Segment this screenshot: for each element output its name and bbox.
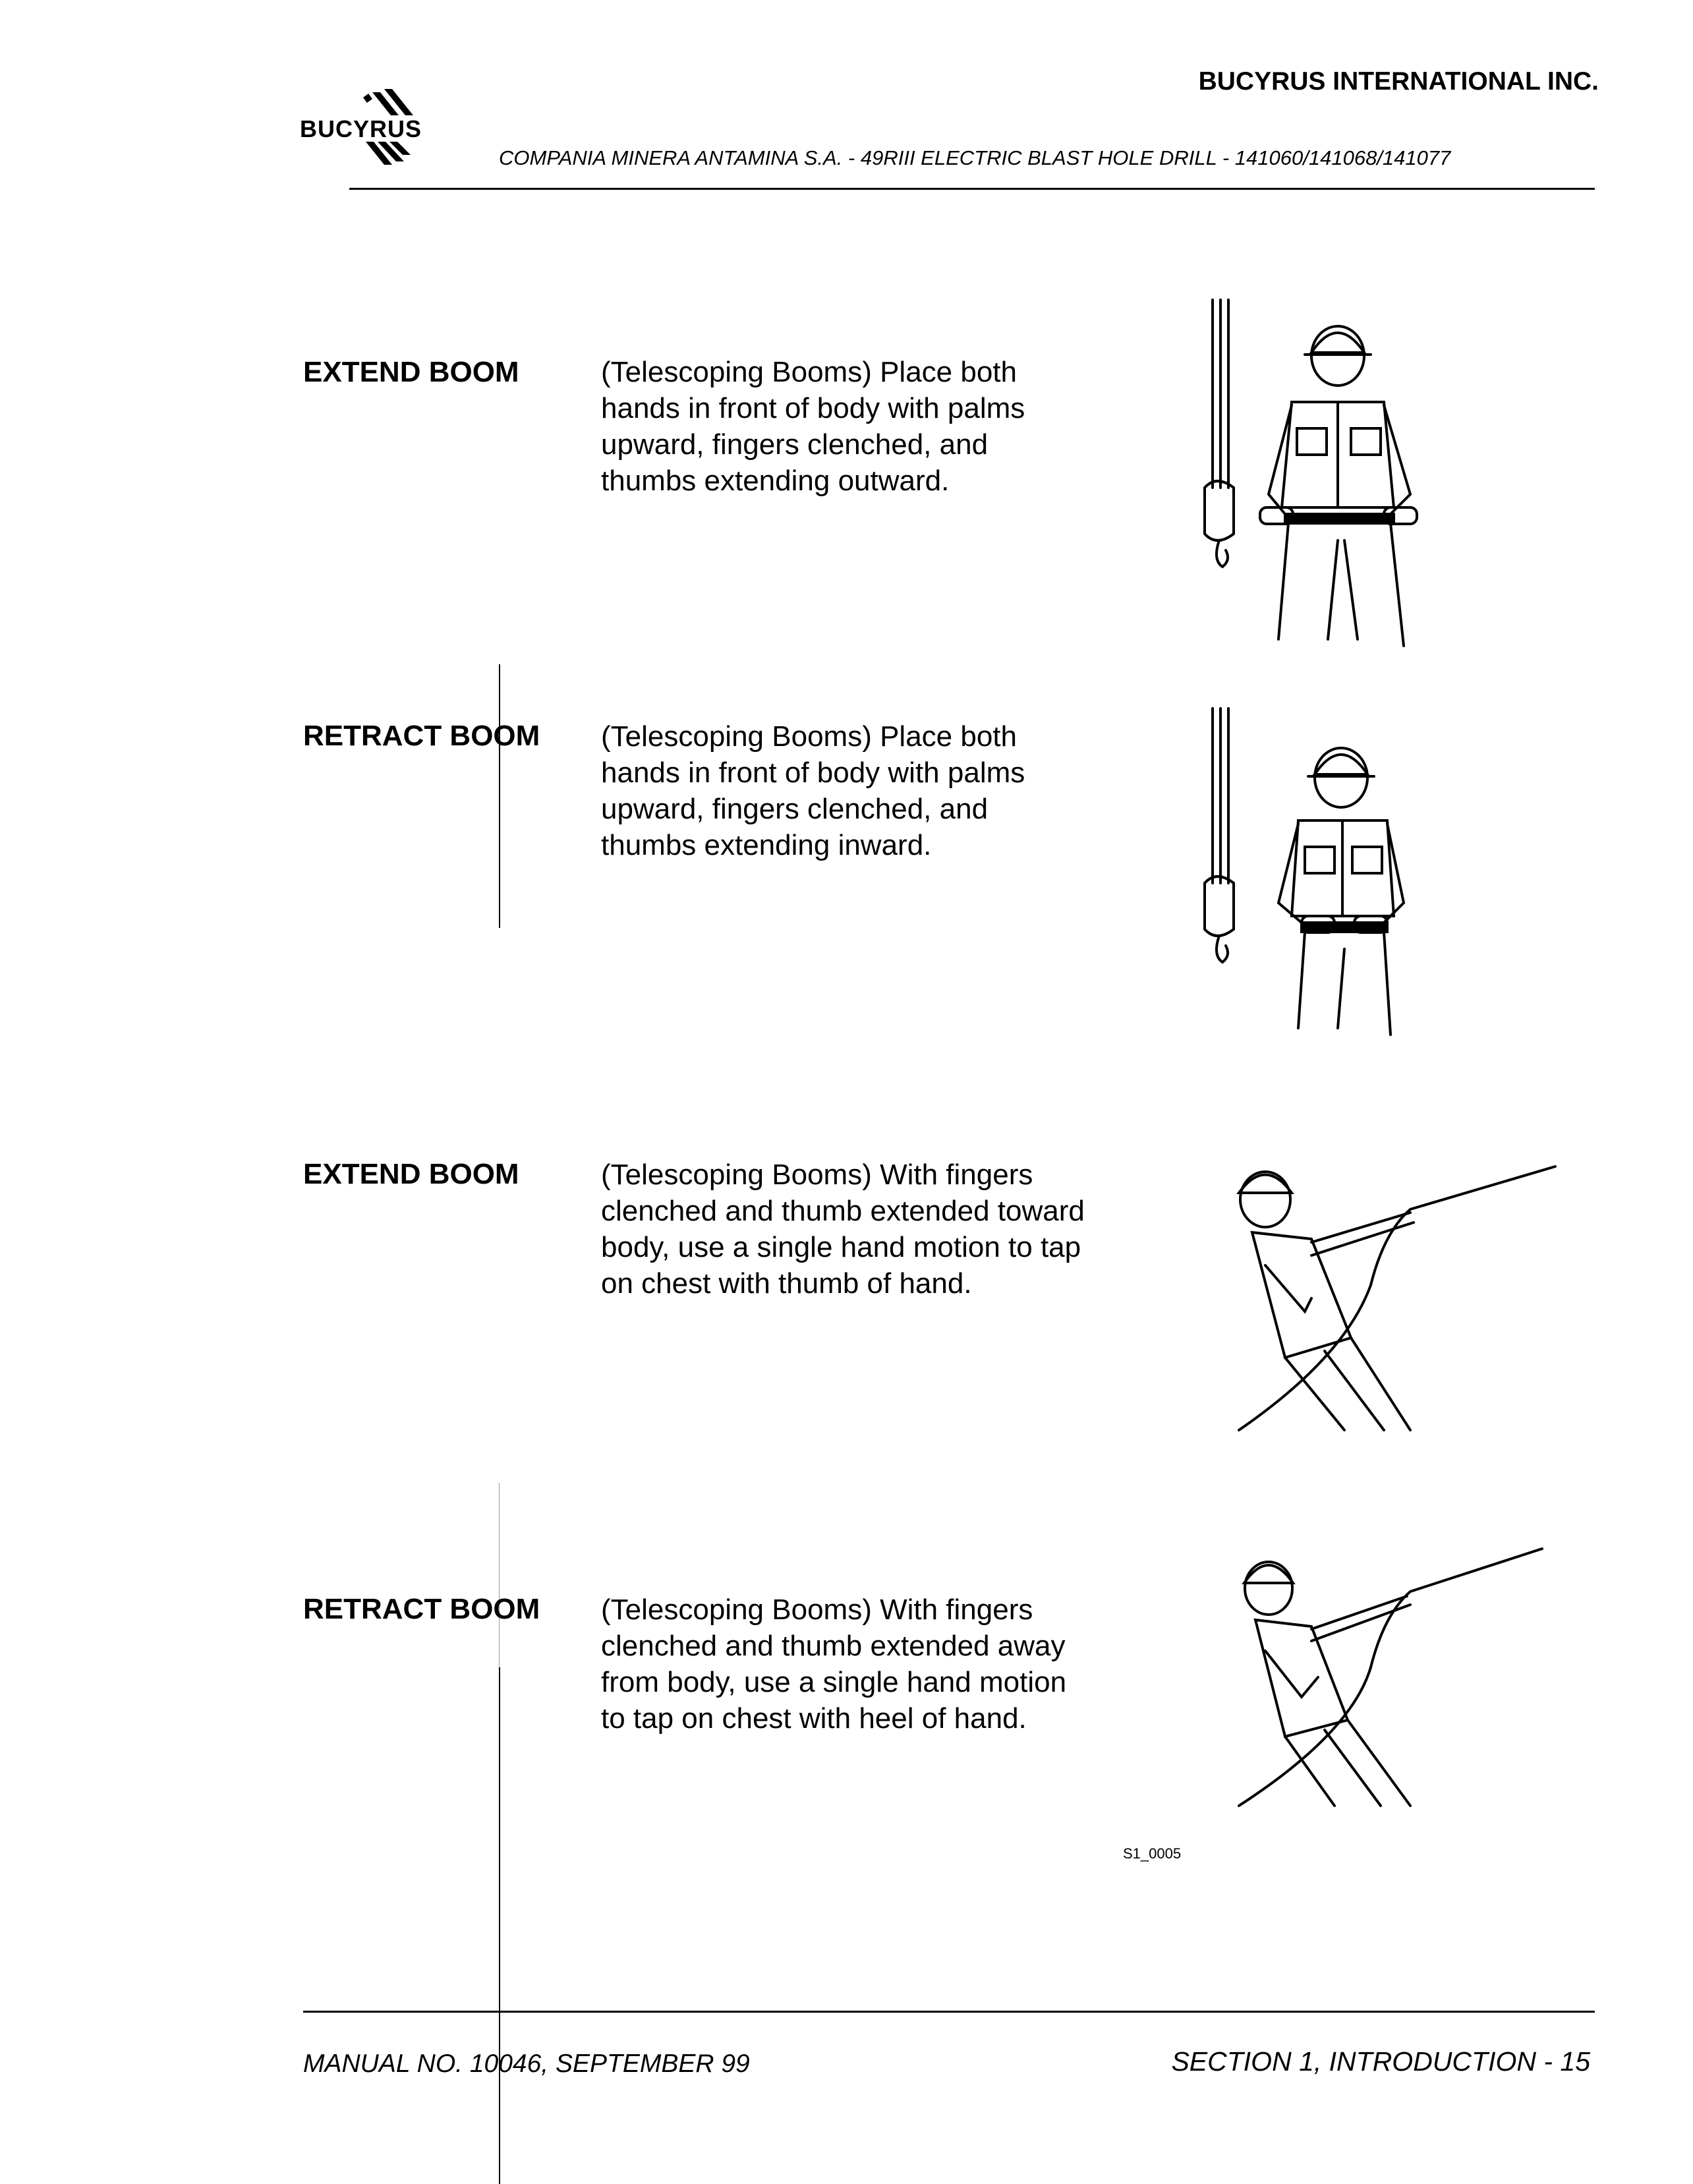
document-subtitle: COMPANIA MINERA ANTAMINA S.A. - 49RIII ELECTRIC BLAST HOLE DRILL - 141060/141068/141077 (499, 146, 1451, 169)
signal-description: (Telescoping Booms) With fingers clenched and thumb extended toward body, use a single hand motion to tap on chest with thumb of hand. (601, 1159, 1085, 1300)
scan-line (499, 664, 500, 928)
worker-illustration-3 (1213, 1140, 1562, 1443)
signal-description: (Telescoping Booms) With fingers clenched and thumb extended away from body, use a single hand motion to tap on chest with heel of hand. (601, 1594, 1067, 1735)
signal-title: EXTEND BOOM (303, 1158, 519, 1190)
scan-line (499, 1483, 500, 1667)
signal-title: EXTEND BOOM (303, 356, 519, 388)
worker-illustration-1 (1186, 297, 1437, 652)
worker-illustration-4 (1219, 1536, 1549, 1812)
footer-rule (303, 2011, 1595, 2013)
header-rule (349, 188, 1595, 190)
worker-illustration-2 (1186, 705, 1437, 1041)
figure-code: S1_0005 (1123, 1845, 1182, 1862)
section-page: SECTION 1, INTRODUCTION - 15 (1171, 2046, 1590, 2077)
signal-title: RETRACT BOOM (303, 1593, 540, 1625)
logo-text: BUCYRUS (300, 115, 422, 142)
signal-description: (Telescoping Booms) Place both hands in front of body with palms upward, fingers clenched, and thumbs extending inward. (601, 720, 1025, 861)
bucyrus-logo (300, 79, 458, 175)
signal-title: RETRACT BOOM (303, 720, 540, 752)
scan-line (499, 1667, 500, 2184)
signal-description: (Telescoping Booms) Place both hands in front of body with palms upward, fingers clenched, and thumbs extending outward. (601, 356, 1025, 497)
manual-number: MANUAL NO. 10046, SEPTEMBER 99 (303, 2050, 750, 2078)
company-name: BUCYRUS INTERNATIONAL INC. (1198, 67, 1599, 96)
